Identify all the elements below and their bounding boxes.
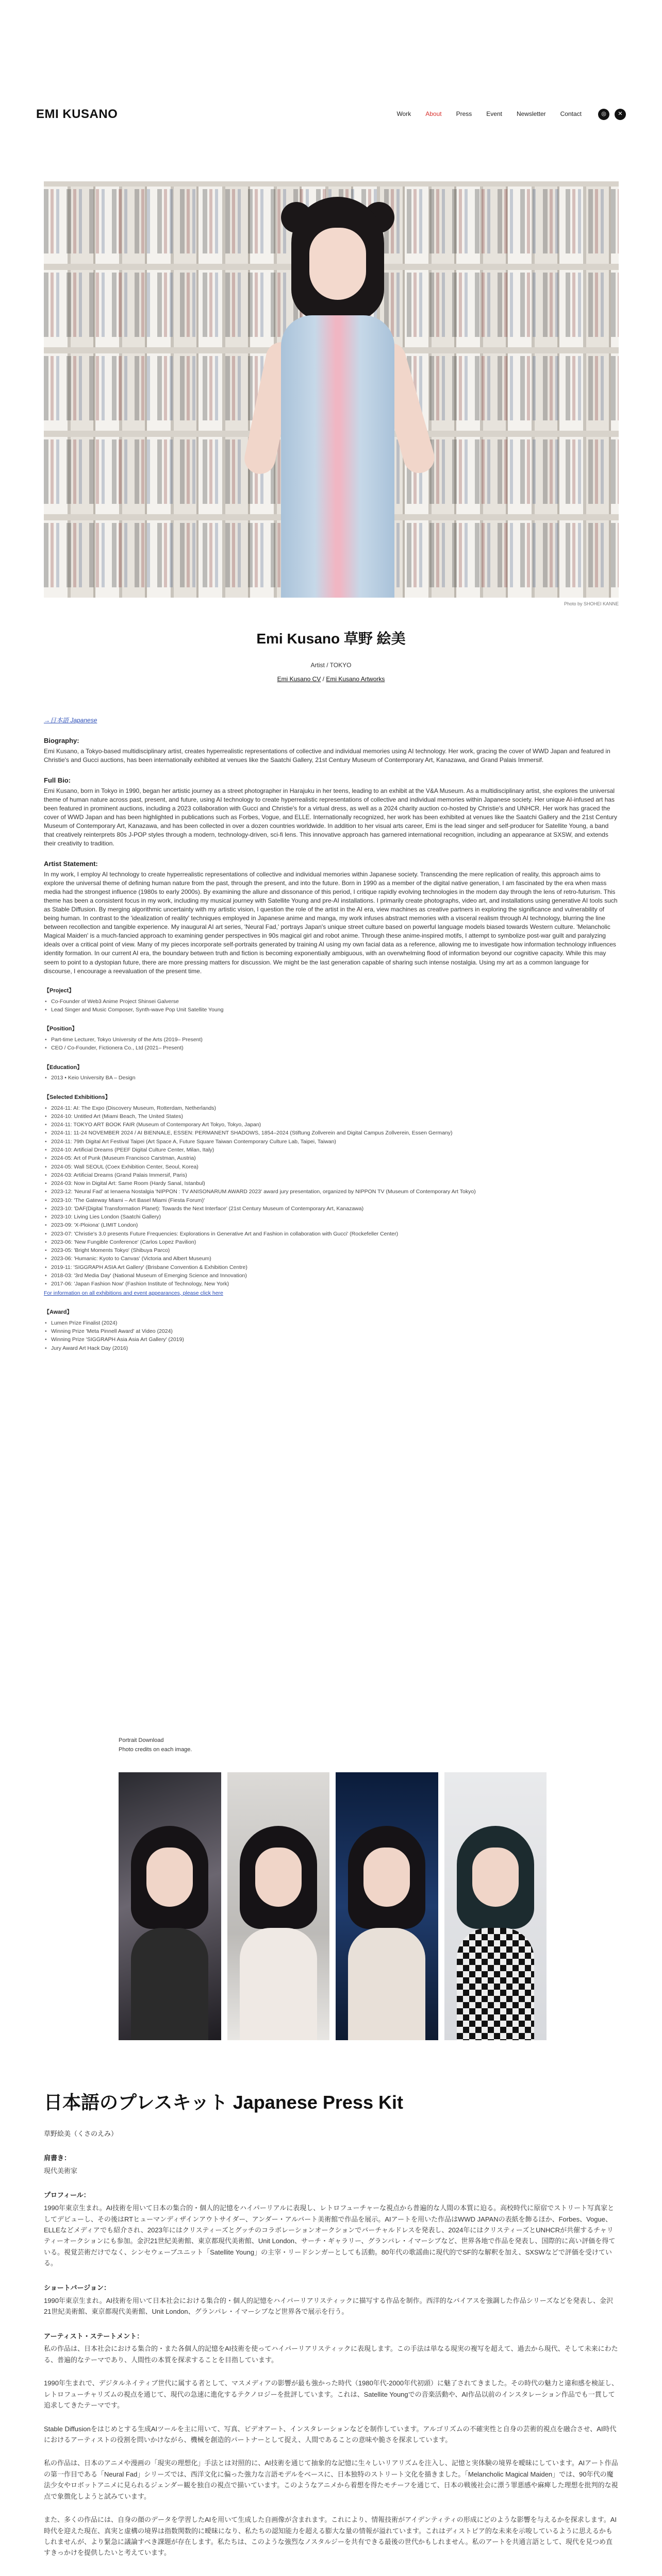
list-item: • 2024-11: AI: The Expo (Discovery Museum, Rotterdam, Netherlands) [44,1104,619,1112]
jp-statement-paragraph: 私の作品は、日本のアニメや漫画の「現実の理想化」手法とは対照的に、AI技術を通じて抽象的な記憶に生々しいリアリズムを注入し、記憶と実体験の境界を曖昧にしています。AIアート作品の第一作目である「Neural Fad」シリーズでは、西洋文化に偏った強力な言語モデルをベースに、日本独特のストリート文化を描きました。「Melancholic Magical Maiden」では、90年代の魔法少女やロボットアニメに見られるジェンダー観を独自の視点で描いています。このようなアニメから着想を得たモチーフを通じて、日本の戦後社会に漂う罪悪感や麻痺した理想を批判的な視点で象徴化しようと試みています。 [44,2459,618,2500]
about-content [44,716,619,1352]
hero-photo [44,181,619,598]
list-item: • 2024-05: Art of Punk (Museum Francisco Carstman, Austria) [44,1154,619,1162]
biography-text: Emi Kusano, a Tokyo-based multidisciplinary artist, creates hyperrealistic representations of collective and individual memories using AI technology. Her work, gracing the cover of WWD Japan and featured in Christie's and Gucci auctions, has been internationally exhibited at venues like the Saatchi Gallery, 21st Century Museum of Contemporary Art, Kanazawa, and Grand Palais Immersif. [44,748,610,764]
awards-title: 【Award】 [44,1309,73,1315]
position-section [44,1025,619,1052]
list-item: • Lead Singer and Music Composer, Synth-wave Pop Unit Satellite Young [44,1006,619,1014]
artist-role: Artist / TOKYO [310,661,352,669]
education-section [44,1064,619,1082]
list-item: • 2023-06: 'Humanic: Kyoto to Canvas' (Victoria and Albert Museum) [44,1255,619,1263]
full-bio-title: Full Bio: [44,776,71,785]
list-item: • Part-time Lecturer, Tokyo University of the Arts (2019– Present) [44,1036,619,1044]
list-item: • 2024-10: Untitled Art (Miami Beach, The United States) [44,1112,619,1121]
list-item: • CEO / Co-Founder, Fictionera Co., Ltd (2021– Present) [44,1044,619,1052]
list-item: • 2023-10: Living Lies London (Saatchi Gallery) [44,1213,619,1221]
nav-press[interactable]: Press [456,110,472,118]
jp-short-label: ショートバージョン： [44,2283,110,2292]
portrait-download-title: Portrait Download [119,1737,164,1743]
list-item: • 2024-05: Wall SEOUL (Coex Exhibition Center, Seoul, Korea) [44,1163,619,1171]
name-reading: 草野絵美（くさのえみ） [44,2130,118,2138]
portrait-download-header [119,1736,192,1754]
biography-title: Biography: [44,737,79,745]
list-item: • 2024-03: Artificial Dreams (Grand Palais Immersif, Paris) [44,1171,619,1179]
project-section [44,987,619,1014]
link-separator: / [321,675,326,683]
exhibitions-title: 【Selected Exhibitions】 [44,1094,111,1100]
list-item: • 2017-06: 'Japan Fashion Now' (Fashion Institute of Technology, New York) [44,1280,619,1288]
list-item: • 2023-06: 'New Fungible Conference' (Carlos Lopez Pavilion) [44,1238,619,1246]
list-item: • Lumen Prize Finalist (2024) [44,1319,619,1327]
portrait-download-caption: Photo credits on each image. [119,1746,192,1753]
jp-statement-paragraph: 1990年生まれで、デジタルネイティブ世代に属する者として、マスメディアの影響が最も強かった時代（1980年代-2000年代初頭）に魅了されてきました。その時代の魅力と違和感を検証し、レトロフューチャリズムの視点を通じて、現代の急速に進化するテクノロジーを批評しています。これは、Satellite Youngでの音楽活動や、AI作品以前のインスタレーション作品でも一貫して追求してきたテーマです。 [44,2379,619,2410]
list-item: • Jury Award Art Hack Day (2016) [44,1344,619,1352]
list-item: • 2023-07: 'Christie's 3.0 presents Future Frequencies: Explorations in Generative Art and Fashion in collaboration with Gucci' (Rockefeller Center) [44,1230,619,1238]
list-item: • 2013 • Keio University BA – Design [44,1074,619,1082]
x-icon[interactable]: ✕ [615,109,626,120]
japanese-press-kit [44,2089,619,2558]
exhibitions-section [44,1094,619,1297]
education-title: 【Education】 [44,1064,83,1071]
profile-links [0,675,662,684]
list-item: • 2023-09: 'X-Ploiona' (LIMIT London) [44,1221,619,1229]
social-links [598,109,626,120]
list-item: • Winning Prize 'SIGGRAPH Asia Asia Art Gallery' (2019) [44,1335,619,1344]
position-title: 【Position】 [44,1026,78,1032]
cv-link[interactable]: Emi Kusano CV [277,675,321,683]
list-item: • 2018-03: '3rd Media Day' (National Museum of Emerging Science and Innovation) [44,1272,619,1280]
portrait-image[interactable] [119,1772,221,2040]
artist-figure [245,197,431,598]
list-item: • 2023-12: 'Neural Fad' at Ienaena Nostalgia 'NIPPON : TV ANISONARUM AWARD 2023' award jury presentation, organized by NIPPON TV (Museum of Contemporary Art Tokyo) [44,1188,619,1196]
statement-title: Artist Statement: [44,860,98,868]
list-item: • Winning Prize 'Meta Pinnell Award' at Video (2024) [44,1327,619,1335]
list-item: • 2023-10: 'DAF(Digital Transformation Planet): Towards the Next Interface' (21st Century Museum of Contemporary Art, Kanazawa) [44,1205,619,1213]
statement-text: In my work, I employ AI technology to create hyperrealistic representations of collective and individual memories within Japanese society. Transcending the mere replication of reality, this approach aims to explore the universal theme of defining human nature from the past, through the present, and into the future. Born in 1990 as a member of the digital native generation, I am fascinated by the era when mass media had the strongest influence (1980s to early 2000s). By examining the allure and dissonance of this period, I critique rapidly evolving technologies in the modern day through the lens of retro-futurism. This theme has been a consistent focus in my work, including my musical journey with Satellite Young and pre-AI installations. I primarily create photographs, video art, and installations using generative AI tools such as Stable Diffusion. By merging algorithmic uncertainty with my artistic vision, I question the role of the artist in the AI era, view machines as creative partners in exploring the significance and vulnerability of being human. In contrast to the 'idealization of reality' techniques employed in Japanese anime and manga, my work infuses abstract memories with a visceral realism through AI technology, blurring the line between recollection and tangible experience. My inaugural AI art series, 'Neural Fad,' portrays Japan's unique street culture based on powerful language models biased towards Western culture. 'Melancholic Magical Maiden' is a much-fancied approach to examining gender perspectives in 90s magical girl and robot anime. Through these anime-inspired motifs, I attempt to symbolize post-war guilt and paralyzing ideals over a critical point of view. Many of my pieces incorporate self-portraits generated by training AI using my own facial data as a reference, allowing me to investigate how information technology influences identity formation. In our current AI era, the boundary between truth and fiction is becoming exponentially ambiguous, with an overwhelming flood of information beyond our cognitive capacity. While this may seem to point to a dystopian future, there are more pressing matters for discussion. We might be the last generation capable of sharing such intense nostalgia. Using my art as a common language for discourse, I encourage a reevaluation of the present time. [44,871,618,975]
jp-title-label: 肩書き： [44,2154,71,2162]
jp-profile-label: プロフィール： [44,2191,90,2199]
list-item: • 2019-11: 'SIGGRAPH ASIA Art Gallery' (Brisbane Convention & Exhibition Centre) [44,1263,619,1272]
jp-statement-paragraph: Stable Diffusionをはじめとする生成AIツールを主に用いて、写真、ビデオアート、インスタレーションなどを制作しています。アルゴリズムの不確実性と自身の芸術的視点を融合させ、AI時代におけるアーティストの役割を問いかけながら、機械を創造的パートナーとして捉え、人間であることの意味や脆さを探求しています。 [44,2425,617,2444]
profile-header [0,629,662,684]
portrait-image[interactable] [444,1772,547,2040]
nav-newsletter[interactable]: Newsletter [516,110,546,118]
nav-event[interactable]: Event [486,110,502,118]
artist-name: Emi Kusano 草野 絵美 [256,631,406,647]
list-item: • 2024-03: Now in Digital Art: Same Room (Hardy Sanal, Istanbul) [44,1179,619,1188]
portrait-image[interactable] [227,1772,330,2040]
jp-statement-text: 私の作品は、日本社会における集合的・また各個人的記憶をAI技術を使ってハイパーリアリスティックに表現します。この手法は単なる現実の複写を超えて、過去から現代、そして未来にわたる、普遍的なテーマであり、人間性の本質を探求することを目指しています。 [44,2345,618,2364]
list-item: • Co-Founder of Web3 Anime Project Shinsei Galverse [44,997,619,1006]
artworks-link[interactable]: Emi Kusano Artworks [326,675,385,683]
japanese-link[interactable]: →日本語 Japanese [44,717,97,724]
list-item: • 2024-10: Artificial Dreams (PEEF Digital Culture Center, Milan, Italy) [44,1146,619,1154]
portrait-image[interactable] [336,1772,438,2040]
jp-statement-paragraph: また、多くの作品には、自身の顔のデータを学習したAIを用いて生成した自画像が含まれます。これにより、情報技術がアイデンティティの形成にどのような影響を与えるかを探求します。AI時代を迎えた現在、真実と虚構の境界は指数関数的に曖昧になり、私たちの認知能力を超える膨大な量の情報が溢れています。これはディストピア的な未来を示唆しているように思えるかもしれませんが、より緊急に議論すべき課題が存在します。私たちは、このような強烈なノスタルジーを共有できる最後の世代かもしれません。私のアートを共通言語として、現代を見つめ直すきっかけを提供したいと考えています。 [44,2516,617,2557]
portrait-gallery [119,1772,547,2040]
nav-work[interactable]: Work [396,110,411,118]
list-item: • 2024-11: 79th Digital Art Festival Taipei (Art Space A, Future Square Taiwan Contemporary Culture Lab, Taipei, Taiwan) [44,1138,619,1146]
main-nav [396,109,626,120]
site-logo[interactable]: EMI KUSANO [36,107,118,121]
project-title: 【Project】 [44,987,75,994]
list-item: • 2024-11: TOKYO ART BOOK FAIR (Museum of Contemporary Art Tokyo, Tokyo, Japan) [44,1121,619,1129]
list-item: • 2023-10: 'The Gateway Miami – Art Basel Miami (Fiesta Forum)' [44,1196,619,1205]
list-item: • 2024-11: 11-24 NOVEMBER 2024 / AI BIENNALE, ESSEN: PERMANENT SHADOWS, 1854–2024 (Stiftung Zollverein and Digital Campus Zollverein, Essen Germany) [44,1129,619,1137]
list-item: • 2023-05: 'Bright Moments Tokyo' (Shibuya Parco) [44,1246,619,1255]
photo-credit: Photo by SHOHEI KANNE [564,601,619,606]
jp-profile-text: 1990年東京生まれ。AI技術を用いて日本の集合的・個人的記憶をハイパーリアルに表現し、レトロフューチャーな視点から普遍的な人間の本質に迫る。高校時代に原宿でストリート写真家としてデビューし、その後はRTヒューマンディザインアウトサイダー、アンダー・アルバート美術館で作品を展示。AIアートを用いた作品はWWD JAPANの表紙を飾るほか、Forbes、Vogue、ELLEなどメディアでも紹介され、2023年にはクリスティーズとグッチのコラボレーションオークションでバーチャルドレスを発表し、2024年にはクリスティーズとUNHCRが共催するチャリティーオークションにも参加。金沢21世紀美術館、東京都現代美術館、Unit London、サーチ・ギャラリー、グランパレ・イマーシブなど、世界各地で作品を発表し、国際的に高い評価を得ている。視覚芸術だけでなく、シンセウェーブユニット「Satellite Young」の主宰・リードシンガーとしても活動。80年代の歌謡曲に現代的でSF的な解釈を加え、SXSWなどで評価を受けている。 [44,2204,616,2267]
jp-short-text: 1990年東京生まれ。AI技術を用いて日本社会における集合的・個人的記憶をハイパーリアリスティックに描写する作品を制作。西洋的なバイアスを強調した作品シリーズなどを発表し、金沢21世紀美術館、東京都現代美術館、Unit London、グランパレ・イマーシブなど世界各で展示を行う。 [44,2296,614,2316]
press-kit-title: 日本語のプレスキット Japanese Press Kit [44,2092,403,2113]
exhibitions-more-link[interactable]: For information on all exhibitions and event appearances, please click here [44,1290,223,1296]
jp-title-value: 現代美術家 [44,2166,78,2175]
awards-section [44,1309,619,1352]
full-bio-text: Emi Kusano, born in Tokyo in 1990, began her artistic journey as a street photographer in Harajuku in her teens, leading to an exhibit at the V&A Museum. As a multidisciplinary artist, she explores the universal theme of human nature across past, present, and future, using AI technology to create hyperrealistic representations of collective and individual memories within Japanese society. Her unique AI-infused art has been featured in prominent auctions, including a 2023 collaboration with Gucci and Christie's for a virtual dress, as well as a 2024 charity auction co-hosted by Christie's and UNHCR. Her work has graced the cover of WWD Japan and has been highlighted in publications such as Forbes, Vogue, and ELLE. Internationally recognized, her work has been exhibited at venues like the Saatchi Gallery and the 21st Century Museum of Contemporary Art, Kanazawa, and has been collected in over a dozen countries worldwide. In addition to her visual arts career, Emi is the lead singer and self-producer for Satellite Young, a band that creatively reinterprets 80s J-POP styles through a modern, technology-driven, sci-fi lens. This innovative approach has garnered international recognition, including an appearance at SXSW, and extends their creativity to tradition. [44,787,618,848]
nav-about[interactable]: About [425,110,442,118]
nav-contact[interactable]: Contact [560,110,582,118]
jp-statement-label: アーティスト・ステートメント： [44,2332,144,2340]
instagram-icon[interactable]: ◎ [598,109,609,120]
